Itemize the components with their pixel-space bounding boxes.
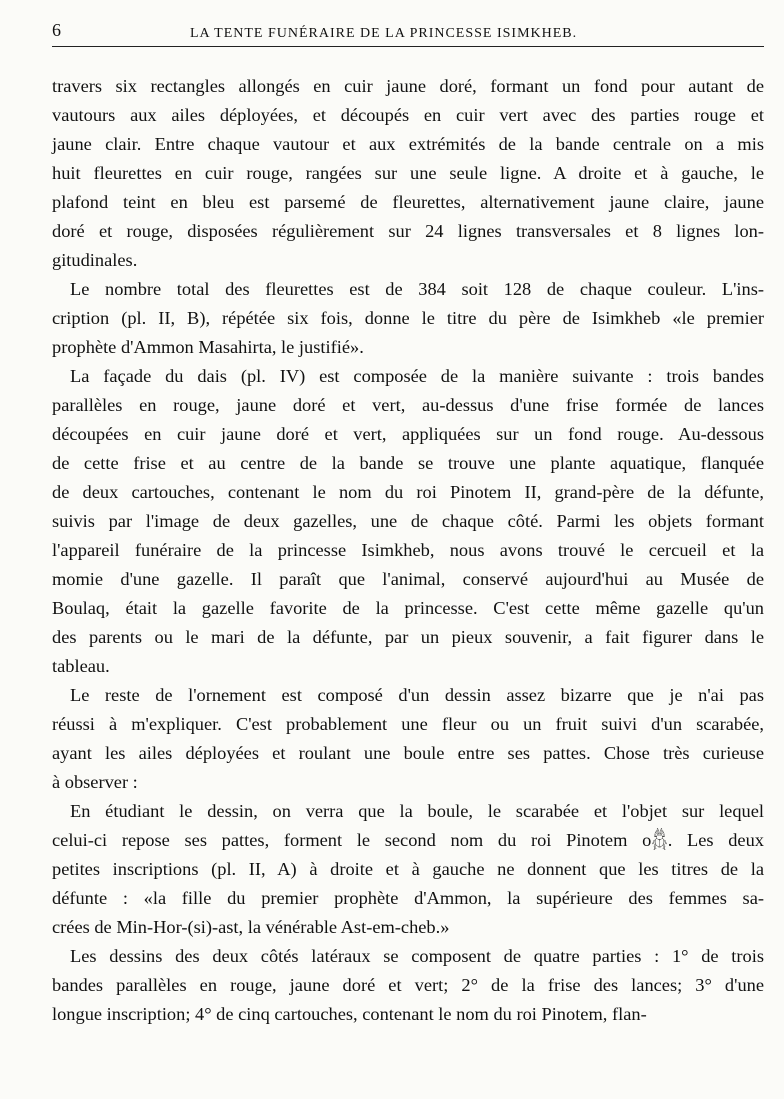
paragraph (52, 681, 764, 797)
text-line: bandes parallèles en rouge, jaune doré et vert; 2° de la frise des lances; 3° d'une (52, 975, 764, 995)
paragraph (52, 362, 764, 681)
text-line: cription (pl. II, B), répétée six fois, donne le titre du père de Isimkheb «le premier (52, 308, 764, 328)
text-line: parallèles en rouge, jaune doré et vert, au-dessus d'une frise formée de lances (52, 395, 764, 415)
text-line: réussi à m'expliquer. C'est probablement une fleur ou un fruit suivi d'un scarabée, (52, 714, 764, 734)
text-line: travers six rectangles allongés en cuir jaune doré, formant un fond pour autant de (52, 76, 764, 96)
text-line: de cette frise et au centre de la bande se trouve une plante aquatique, flanquée (52, 453, 764, 473)
text-line: découpées en cuir jaune doré et vert, appliquées sur un fond rouge. Au-dessous (52, 424, 764, 444)
text-line: vautours aux ailes déployées, et découpés en cuir vert avec des parties rouge et (52, 105, 764, 125)
text-line: des parents ou le mari de la défunte, par un pieux souvenir, a fait figurer dans le (52, 627, 764, 647)
text-line: jaune clair. Entre chaque vautour et aux extrémités de la bande centrale on a mis (52, 134, 764, 154)
text-line: défunte : «la fille du premier prophète d'Ammon, la supérieure des femmes sa- (52, 888, 764, 908)
text-line: ayant les ailes déployées et roulant une boule entre ses pattes. Chose très curieuse (52, 743, 764, 763)
text-line: petites inscriptions (pl. II, A) à droite et à gauche ne donnent que les titres de la (52, 859, 764, 879)
page-number: 6 (52, 20, 62, 40)
text-line: de deux cartouches, contenant le nom du roi Pinotem II, grand-père de la défunte, (52, 482, 764, 502)
text-line: momie d'une gazelle. Il paraît que l'animal, conservé aujourd'hui au Musée de (52, 569, 764, 589)
text-line: longue inscription; 4° de cinq cartouches, contenant le nom du roi Pinotem, flan- (52, 1004, 647, 1024)
header-rule (52, 46, 764, 47)
text-line: gitudinales. (52, 250, 138, 270)
paragraph (52, 72, 764, 275)
text-line: celui-ci repose ses pattes, forment le second nom du roi Pinotem o𓆣. Les deux (52, 830, 764, 850)
text-line: crées de Min-Hor-(si)-ast, la vénérable Ast-em-cheb.» (52, 917, 450, 937)
paragraph (52, 275, 764, 362)
body-text (52, 72, 764, 1029)
text-line: Le nombre total des fleurettes est de 384 soit 128 de chaque couleur. L'ins- (70, 279, 764, 299)
text-line: tableau. (52, 656, 110, 676)
text-line: à observer : (52, 772, 138, 792)
text-line: huit fleurettes en cuir rouge, rangées sur une seule ligne. A droite et à gauche, le (52, 163, 764, 183)
text-line: Boulaq, était la gazelle favorite de la princesse. C'est cette même gazelle qu'un (52, 598, 764, 618)
running-head (52, 16, 764, 46)
text-line: prophète d'Ammon Masahirta, le justifié». (52, 337, 364, 357)
text-line: Le reste de l'ornement est composé d'un dessin assez bizarre que je n'ai pas (70, 685, 764, 705)
running-title: LA TENTE FUNÉRAIRE DE LA PRINCESSE ISIMKHEB. (190, 26, 578, 41)
text-line: La façade du dais (pl. IV) est composée de la manière suivante : trois bandes (70, 366, 764, 386)
text-line: suivis par l'image de deux gazelles, une de chaque côté. Parmi les objets formant (52, 511, 764, 531)
text-line: plafond teint en bleu est parsemé de fleurettes, alternativement jaune claire, jaune (52, 192, 764, 212)
paragraph (52, 797, 764, 942)
text-line: En étudiant le dessin, on verra que la boule, le scarabée et l'objet sur lequel (70, 801, 764, 821)
text-line: l'appareil funéraire de la princesse Isimkheb, nous avons trouvé le cercueil et la (52, 540, 764, 560)
text-line: Les dessins des deux côtés latéraux se composent de quatre parties : 1° de trois (70, 946, 764, 966)
text-line: doré et rouge, disposées régulièrement sur 24 lignes transversales et 8 lignes lon- (52, 221, 764, 241)
paragraph (52, 942, 764, 1029)
